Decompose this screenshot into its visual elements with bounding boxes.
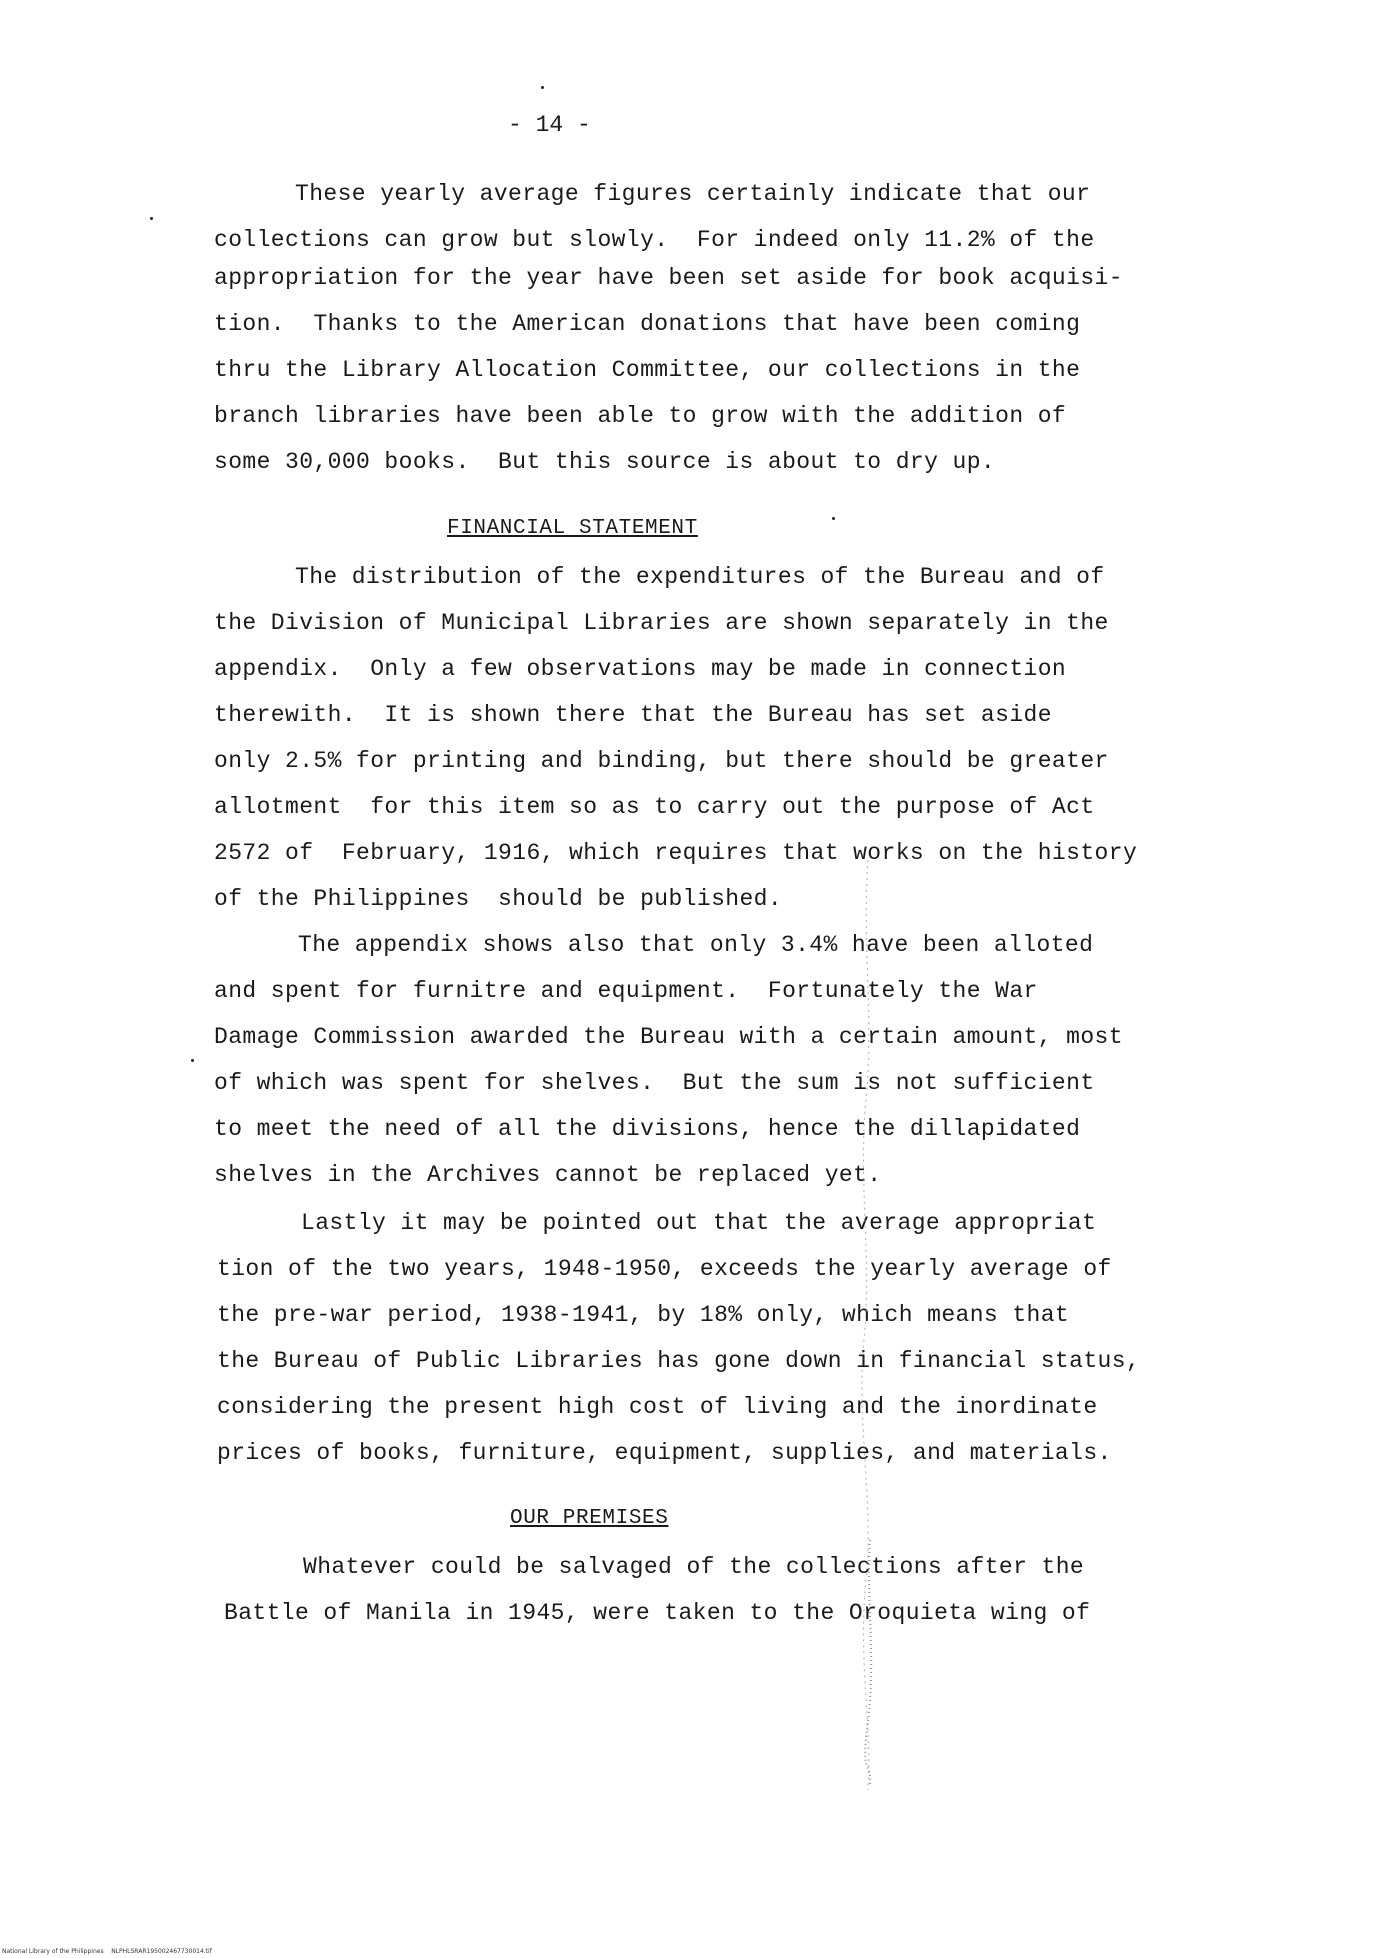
financial-statement-heading: FINANCIAL STATEMENT bbox=[447, 517, 698, 540]
text-line: appropriation for the year have been set aside for book acquisi- bbox=[214, 265, 1123, 291]
text-line: thru the Library Allocation Committee, our collections in the bbox=[214, 357, 1081, 383]
text-line: 2572 of February, 1916, which requires that works on the history bbox=[214, 840, 1138, 866]
text-line: the pre-war period, 1938-1941, by 18% only, which means that bbox=[217, 1302, 1070, 1328]
text-line: The distribution of the expenditures of the Bureau and of bbox=[295, 564, 1105, 590]
text-line: only 2.5% for printing and binding, but there should be greater bbox=[214, 748, 1109, 774]
text-line: of the Philippines should be published. bbox=[214, 886, 783, 912]
page-number: - 14 - bbox=[508, 112, 591, 138]
text-line: therewith. It is shown there that the Bureau has set aside bbox=[214, 702, 1052, 728]
text-line: The appendix shows also that only 3.4% have been alloted bbox=[298, 932, 1094, 958]
text-line: prices of books, furniture, equipment, supplies, and materials. bbox=[217, 1440, 1112, 1466]
text-line: the Division of Municipal Libraries are shown separately in the bbox=[214, 610, 1109, 636]
text-line: Lastly it may be pointed out that the average appropriat bbox=[301, 1210, 1097, 1236]
text-line: appendix. Only a few observations may be made in connection bbox=[214, 656, 1067, 682]
text-line: shelves in the Archives cannot be replaced yet. bbox=[214, 1162, 882, 1188]
scan-footer: National Library of the Philippines NLPHLSRAR195002467730014.tif bbox=[2, 1948, 212, 1955]
text-line: tion. Thanks to the American donations that have been coming bbox=[214, 311, 1081, 337]
text-line: some 30,000 books. But this source is about to dry up. bbox=[214, 449, 996, 475]
scan-speck bbox=[541, 86, 544, 89]
text-line: Battle of Manila in 1945, were taken to the Oroquieta wing of bbox=[224, 1600, 1091, 1626]
text-line: considering the present high cost of living and the inordinate bbox=[217, 1394, 1098, 1420]
text-line: tion of the two years, 1948-1950, exceeds the yearly average of bbox=[217, 1256, 1112, 1282]
text-line: collections can grow but slowly. For indeed only 11.2% of the bbox=[214, 227, 1095, 253]
text-line: branch libraries have been able to grow with the addition of bbox=[214, 403, 1067, 429]
scan-speck bbox=[150, 217, 153, 220]
scan-speck bbox=[832, 517, 835, 520]
text-line: allotment for this item so as to carry out the purpose of Act bbox=[214, 794, 1095, 820]
text-line: the Bureau of Public Libraries has gone down in financial status, bbox=[217, 1348, 1141, 1374]
text-line: These yearly average figures certainly indicate that our bbox=[295, 181, 1091, 207]
text-line: Whatever could be salvaged of the collections after the bbox=[303, 1554, 1085, 1580]
text-line: to meet the need of all the divisions, hence the dillapidated bbox=[214, 1116, 1081, 1142]
text-line: and spent for furnitre and equipment. Fortunately the War bbox=[214, 978, 1038, 1004]
text-line: Damage Commission awarded the Bureau with a certain amount, most bbox=[214, 1024, 1123, 1050]
our-premises-heading: OUR PREMISES bbox=[510, 1507, 669, 1530]
paper-crease-mark bbox=[848, 860, 888, 1790]
scan-speck bbox=[191, 1059, 194, 1062]
text-line: of which was spent for shelves. But the sum is not sufficient bbox=[214, 1070, 1095, 1096]
